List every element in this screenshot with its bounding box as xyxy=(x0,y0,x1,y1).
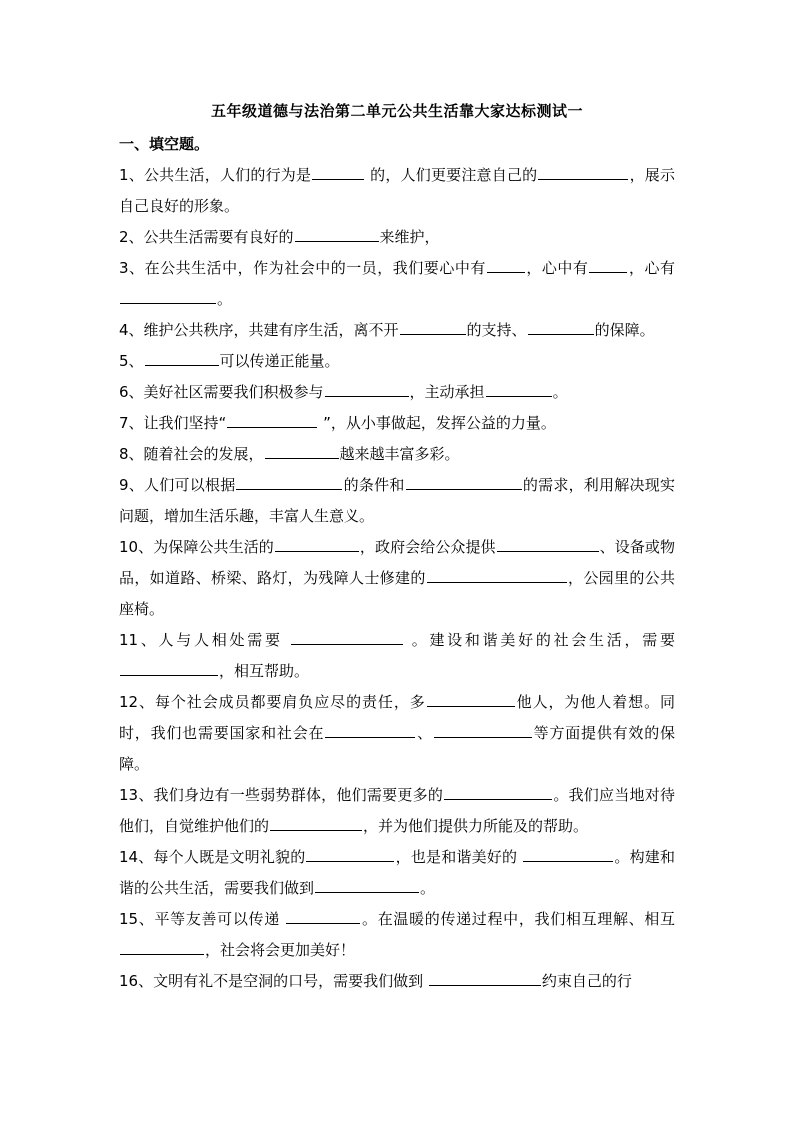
answer-blank[interactable] xyxy=(434,719,532,738)
question-text: 3、在公共生活中，作为社会中的一员，我们要心中有 xyxy=(119,259,486,277)
answer-blank[interactable] xyxy=(120,657,218,676)
question-16 xyxy=(119,966,675,997)
question-text: 越来越丰富多彩。 xyxy=(339,445,460,463)
question-text: 8、随着社会的发展， xyxy=(119,445,264,463)
answer-blank[interactable] xyxy=(286,905,360,924)
question-5 xyxy=(119,346,675,377)
answer-blank[interactable] xyxy=(427,688,515,707)
answer-blank[interactable] xyxy=(427,564,567,583)
question-text: 等方面提供有效的保障。 xyxy=(119,724,675,773)
answer-blank[interactable] xyxy=(227,409,317,428)
question-15 xyxy=(119,904,675,966)
question-text: 9、人们可以根据 xyxy=(119,476,236,494)
answer-blank[interactable] xyxy=(497,533,599,552)
question-13 xyxy=(119,780,675,842)
question-text: 。 xyxy=(217,290,233,308)
answer-blank[interactable] xyxy=(487,254,525,273)
question-text: ，相互帮助。 xyxy=(219,662,310,680)
question-text: 11、人与人相处需要 xyxy=(119,631,291,649)
answer-blank[interactable] xyxy=(444,781,552,800)
question-text: ，展示自己良好的形象。 xyxy=(119,166,675,215)
question-14 xyxy=(119,842,675,904)
question-1 xyxy=(119,160,675,222)
question-text: 7、让我们坚持“ xyxy=(119,414,227,432)
question-text: 2、公共生活需要有良好的 xyxy=(119,228,294,246)
question-text: 4、维护公共秩序，共建有序生活，离不开 xyxy=(119,321,399,339)
section-heading: 一、填空题。 xyxy=(119,135,210,153)
answer-blank[interactable] xyxy=(589,254,627,273)
answer-blank[interactable] xyxy=(400,316,466,335)
answer-blank[interactable] xyxy=(291,626,403,645)
question-text: 15、平等友善可以传递 xyxy=(119,910,286,928)
question-text: 他人，为他人着想。同时，我们也需要国家和社会在 xyxy=(119,693,675,742)
question-text: ，主动承担 xyxy=(409,383,485,401)
question-text: 。 xyxy=(420,879,436,897)
question-9 xyxy=(119,470,675,532)
question-7 xyxy=(119,408,675,439)
question-2 xyxy=(119,222,675,253)
question-text: 16、文明有礼不是空洞的口号，需要我们做到 xyxy=(119,972,428,990)
answer-blank[interactable] xyxy=(270,812,362,831)
question-text: 的需求，利用解决现实问题，增加生活乐趣，丰富人生意义。 xyxy=(119,476,675,525)
answer-blank[interactable] xyxy=(295,223,379,242)
question-text: ，公园里的公共座椅。 xyxy=(119,569,675,618)
question-text: 6、美好社区需要我们积极参与 xyxy=(119,383,324,401)
question-text: 1、公共生活，人们的行为是 xyxy=(119,166,312,184)
question-text: ，社会将会更加美好！ xyxy=(205,941,356,959)
answer-blank[interactable] xyxy=(145,347,219,366)
answer-blank[interactable] xyxy=(325,378,409,397)
question-list xyxy=(119,160,675,997)
answer-blank[interactable] xyxy=(538,161,628,180)
answer-blank[interactable] xyxy=(236,471,342,490)
question-text: ，心有 xyxy=(628,259,675,277)
answer-blank[interactable] xyxy=(265,440,339,459)
question-12 xyxy=(119,687,675,780)
question-text: ”，从小事做起，发挥公益的力量。 xyxy=(318,414,556,432)
question-text: 12、每个社会成员都要肩负应尽的责任，多 xyxy=(119,693,426,711)
question-text: ，政府会给公众提供 xyxy=(359,538,496,556)
question-text: 的，人们更要注意自己的 xyxy=(365,166,538,184)
question-11 xyxy=(119,625,675,687)
question-text: 的条件和 xyxy=(343,476,405,494)
question-text: 10、为保障公共生活的 xyxy=(119,538,274,556)
question-text: 。 xyxy=(552,383,568,401)
answer-blank[interactable] xyxy=(523,843,613,862)
question-text: 约束自己的行 xyxy=(541,972,632,990)
question-8 xyxy=(119,439,675,470)
answer-blank[interactable] xyxy=(528,316,594,335)
answer-blank[interactable] xyxy=(275,533,359,552)
question-text: 的保障。 xyxy=(594,321,655,339)
question-text: 14、每个人既是文明礼貌的 xyxy=(119,848,306,866)
question-text: 。构建和谐的公共生活，需要我们做到 xyxy=(119,848,675,897)
question-text: 、设备或物品，如道路、桥梁、路灯，为残障人士修建的 xyxy=(119,538,675,587)
question-text: 。我们应当地对待他们，自觉维护他们的 xyxy=(119,786,675,835)
question-text: 。在温暖的传递过程中，我们相互理解、相互 xyxy=(361,910,675,928)
question-6 xyxy=(119,377,675,408)
answer-blank[interactable] xyxy=(325,719,415,738)
answer-blank[interactable] xyxy=(120,285,216,304)
answer-blank[interactable] xyxy=(306,843,394,862)
answer-blank[interactable] xyxy=(486,378,552,397)
answer-blank[interactable] xyxy=(315,874,419,893)
answer-blank[interactable] xyxy=(406,471,522,490)
question-10 xyxy=(119,532,675,625)
question-text: 可以传递正能量。 xyxy=(219,352,340,370)
question-text: 5、 xyxy=(119,352,144,370)
answer-blank[interactable] xyxy=(429,967,541,986)
answer-blank[interactable] xyxy=(312,161,364,180)
question-text: 13、我们身边有一些弱势群体，他们需要更多的 xyxy=(119,786,444,804)
question-text: 的支持、 xyxy=(466,321,527,339)
page-title: 五年级道德与法治第二单元公共生活靠大家达标测试一 xyxy=(210,102,583,120)
question-text: 、 xyxy=(416,724,433,742)
question-text: ，心中有 xyxy=(525,259,589,277)
answer-blank[interactable] xyxy=(120,936,204,955)
question-text: 来维护， xyxy=(379,228,440,246)
question-text: 。建设和谐美好的社会生活，需要 xyxy=(404,631,675,649)
question-4 xyxy=(119,315,675,346)
question-text: ，并为他们提供力所能及的帮助。 xyxy=(363,817,589,835)
question-3 xyxy=(119,253,675,315)
question-text: ，也是和谐美好的 xyxy=(395,848,523,866)
